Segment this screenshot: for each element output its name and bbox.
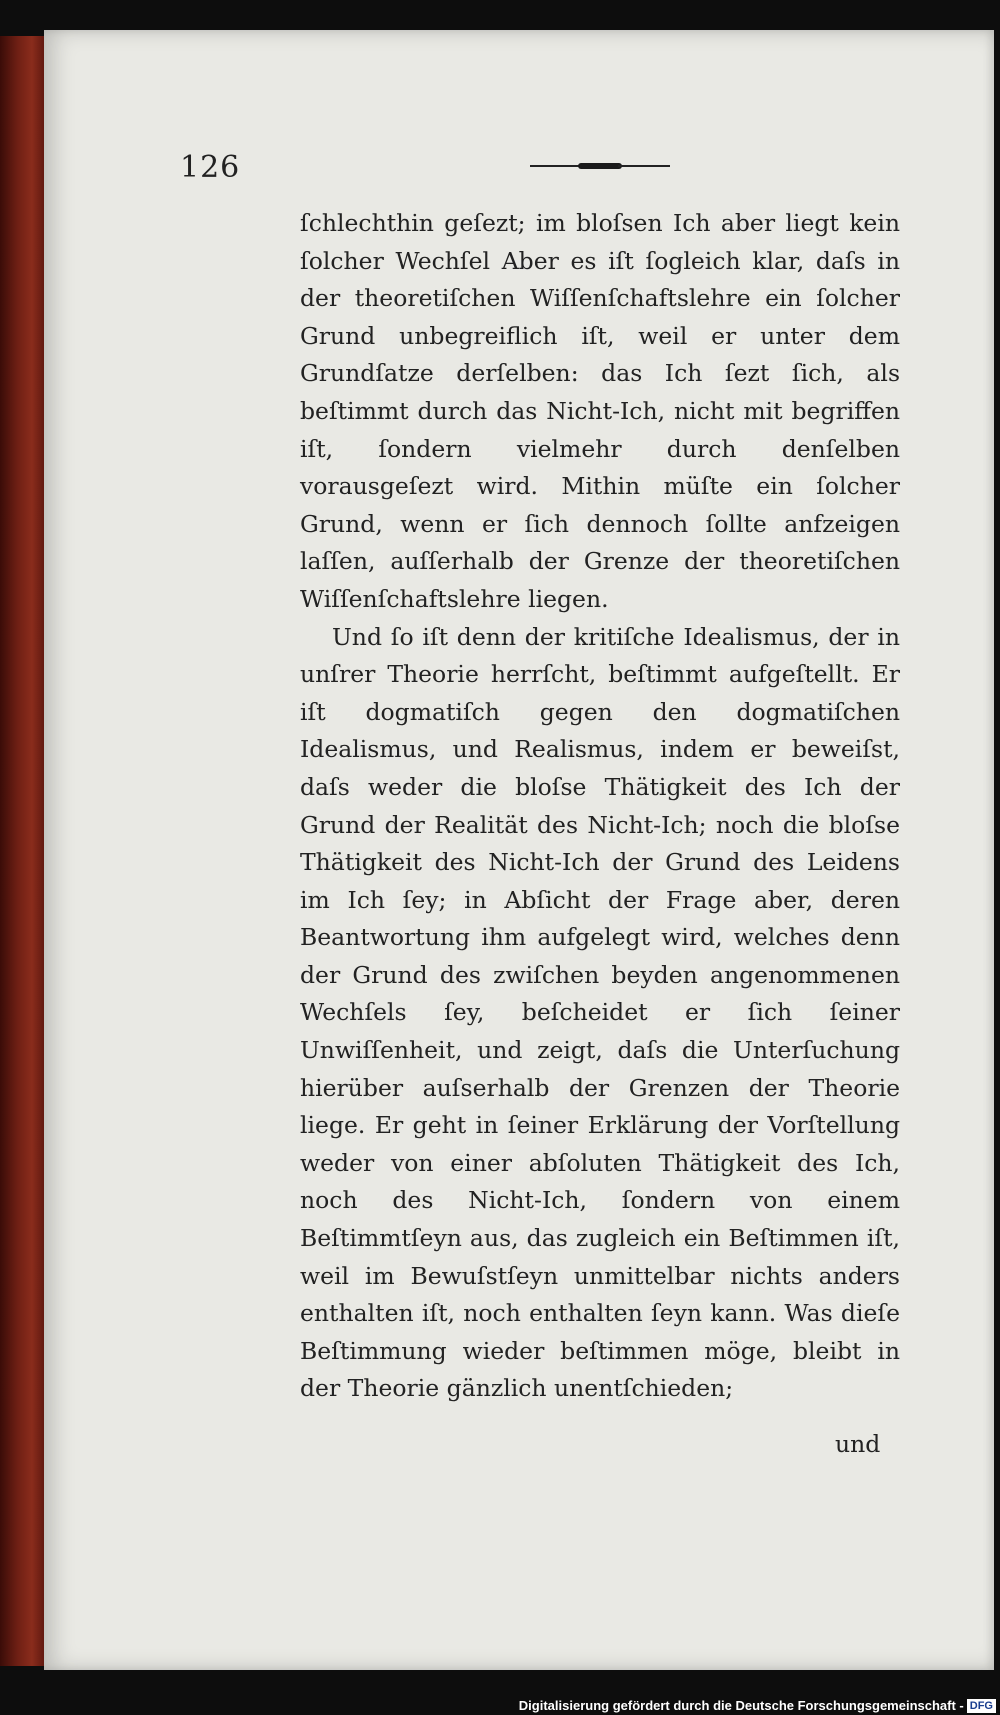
header-ornament-rule [530, 164, 670, 168]
catchword: und [835, 1430, 881, 1458]
digitization-footer [519, 1698, 996, 1713]
body-text [300, 205, 900, 1408]
page-number: 126 [180, 150, 241, 185]
paragraph-1: ſchlechthin geſezt; im bloſsen Ich aber liegt kein ſolcher Wechſel Aber es iſt ſogleich klar, daſs in der theoretiſchen Wiſſenſchaftslehre ein ſolcher Grund unbegreiflich iſt, weil er unter dem Grundſatze derſelben: das Ich ſezt ſich, als beſtimmt durch das Nicht-Ich, nicht mit begriffen iſt, ſondern vielmehr durch denſelben vorausgeſezt wird. Mithin müſte ein ſolcher Grund, wenn er ſich dennoch ſollte anfzeigen laſſen, auſſerhalb der Grenze der theoretiſchen Wiſſenſchaftslehre liegen. [300, 209, 900, 613]
dfg-logo: DFG [967, 1699, 996, 1713]
paragraph-2: Und ſo iſt denn der kritiſche Idealismus, der in unſrer Theorie herrſcht, beſtimmt aufgeſtellt. Er iſt dogmatiſch gegen den dogmatiſchen Idealismus, und Realismus, indem er beweiſst, daſs weder die bloſse Thätigkeit des Ich der Grund der Realität des Nicht-Ich; noch die bloſse Thätigkeit des Nicht-Ich der Grund des Leidens im Ich ſey; in Abſicht der Frage aber, deren Beantwortung ihm aufgelegt wird, welches denn der Grund des zwiſchen beyden angenommenen Wechſels ſey, beſcheidet er ſich ſeiner Unwiſſenheit, und zeigt, daſs die Unterſuchung hierüber auſserhalb der Grenzen der Theorie liege. Er geht in ſeiner Erklärung der Vorſtellung weder von einer abſoluten Thätigkeit des Ich, noch des Nicht-Ich, ſondern von einem Beſtimmtſeyn aus, das zugleich ein Beſtimmen iſt, weil im Bewuſstſeyn unmittelbar nichts anders enthalten iſt, noch enthalten ſeyn kann. Was dieſe Beſtimmung wieder beſtimmen möge, bleibt in der Theorie gänzlich unentſchieden; [300, 622, 900, 1403]
rule-line-right [618, 165, 670, 167]
footer-text: Digitalisierung gefördert durch die Deutsche Forschungsgemeinschaft - [518, 1698, 964, 1713]
rule-line-left [530, 165, 582, 167]
rule-ornament [578, 163, 622, 169]
